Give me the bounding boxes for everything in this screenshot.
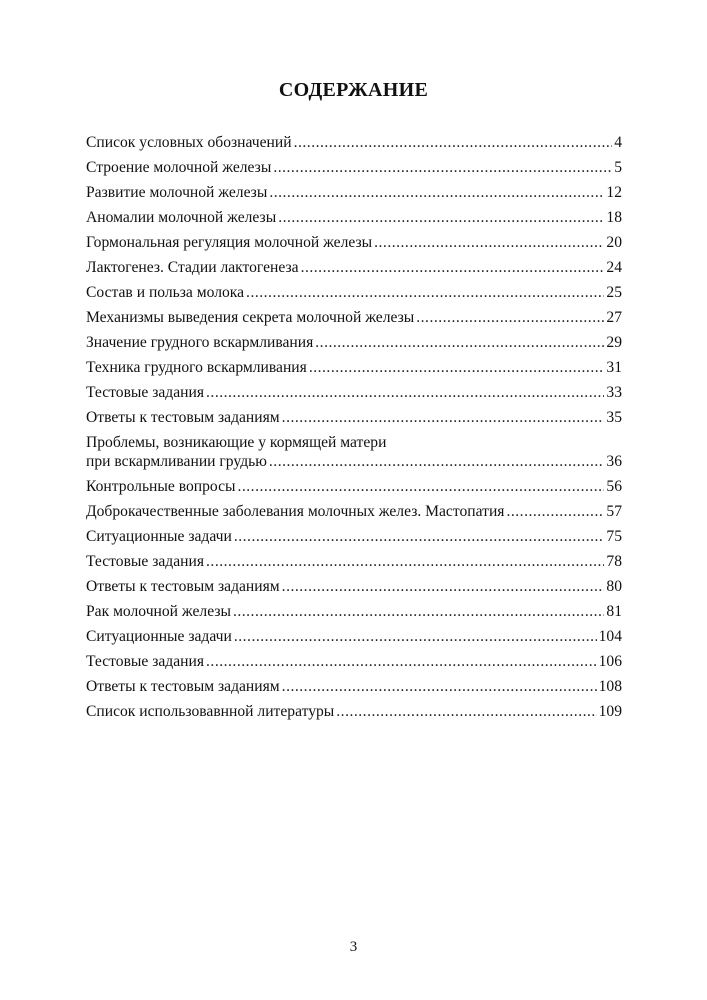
toc-entry-title: Проблемы, возникающие у кормящей матери [86, 434, 387, 451]
toc-entry[interactable] [86, 571, 622, 596]
toc-entry-title: Ситуационные задачи [86, 628, 232, 645]
toc-entry-title: Значение грудного вскармливания [86, 334, 314, 351]
toc-entry[interactable] [86, 327, 622, 352]
toc-entry[interactable] [86, 377, 622, 402]
toc-dot-leader [233, 603, 604, 621]
toc-entry-title: Механизмы выведения секрета молочной железы [86, 309, 415, 326]
toc-entry-page: 104 [598, 628, 622, 645]
toc-entry[interactable] [86, 471, 622, 496]
toc-dot-leader [234, 628, 597, 646]
toc-entry[interactable] [86, 646, 622, 671]
toc-entry-page: 31 [606, 359, 622, 376]
toc-entry-title: Строение молочной железы [86, 159, 272, 176]
toc-entry-title: Развитие молочной железы [86, 184, 268, 201]
toc-entry-title: Рак молочной железы [86, 603, 231, 620]
toc-entry-title: Контрольные вопросы [86, 478, 236, 495]
toc-dot-leader [282, 409, 605, 427]
page-title: СОДЕРЖАНИЕ [278, 79, 429, 101]
toc-dot-leader [269, 453, 605, 471]
toc-entry-page: 29 [606, 334, 622, 351]
toc-dot-leader [315, 334, 604, 352]
toc-entry-title: Ситуационные задачи [86, 528, 232, 545]
toc-entry[interactable] [86, 127, 622, 152]
toc-entry[interactable] [86, 596, 622, 621]
toc-entry-page: 4 [614, 134, 622, 151]
toc-entry[interactable] [86, 402, 622, 427]
toc-entry-title: Список условных обозначений [86, 134, 292, 151]
toc-entry-page: 57 [606, 503, 622, 520]
toc-dot-leader [278, 209, 604, 227]
toc-entry-title: Тестовые задания [86, 384, 205, 401]
toc-entry-page: 25 [606, 284, 622, 301]
toc-entry[interactable] [86, 177, 622, 202]
toc-entry-continuation [86, 453, 622, 471]
toc-dot-leader [206, 653, 597, 671]
toc-entry[interactable] [86, 696, 622, 721]
toc-entry[interactable] [86, 671, 622, 696]
toc-entry-page: 75 [606, 528, 622, 545]
toc-entry-title: Ответы к тестовым заданиям [86, 578, 280, 595]
page-number: 3 [349, 939, 358, 955]
toc-entry-title: Лактогенез. Стадии лактогенеза [86, 259, 299, 276]
toc-dot-leader [282, 678, 597, 696]
toc-entry[interactable] [86, 521, 622, 546]
toc-entry-title-line2: при вскармливании грудью [86, 453, 267, 470]
toc-entry-page: 81 [606, 603, 622, 620]
toc-entry-page: 5 [614, 159, 622, 176]
toc-entry-page: 33 [606, 384, 622, 401]
toc-entry[interactable] [86, 252, 622, 277]
toc-dot-leader [309, 359, 605, 377]
toc-dot-leader [506, 503, 604, 521]
toc-dot-leader [234, 528, 605, 546]
toc-dot-leader [269, 184, 604, 202]
toc-dot-leader [246, 284, 604, 302]
toc-dot-leader [301, 259, 605, 277]
toc-entry[interactable] [86, 546, 622, 571]
toc-entry[interactable] [86, 277, 622, 302]
toc-entry[interactable] [86, 352, 622, 377]
toc-dot-leader [374, 234, 604, 252]
toc-entry-title: Ответы к тестовым заданиям [86, 678, 280, 695]
toc-entry-title: Состав и польза молока [86, 284, 245, 301]
toc-entry-page: 12 [606, 184, 622, 201]
toc-dot-leader [237, 478, 604, 496]
toc-entry-title: Аномалии молочной железы [86, 209, 277, 226]
toc-entry[interactable] [86, 227, 622, 252]
toc-entry[interactable] [86, 202, 622, 227]
toc-entry-title: Тестовые задания [86, 553, 205, 570]
toc-dot-leader [206, 384, 604, 402]
toc-entry[interactable] [86, 427, 622, 471]
toc-entry[interactable] [86, 152, 622, 177]
toc-entry-page: 24 [606, 259, 622, 276]
toc-entry-page: 27 [606, 309, 622, 326]
toc-entry-page: 36 [606, 453, 622, 470]
toc-entry[interactable] [86, 302, 622, 327]
toc-entry[interactable] [86, 496, 622, 521]
toc-entry-title: Ответы к тестовым заданиям [86, 409, 280, 426]
toc-dot-leader [273, 159, 612, 177]
toc-dot-leader [294, 134, 613, 152]
toc-entry-page: 56 [606, 478, 622, 495]
toc-entry-page: 106 [598, 653, 622, 670]
toc-entry-page: 109 [598, 703, 622, 720]
toc-entry-page: 108 [598, 678, 622, 695]
toc-entry[interactable] [86, 621, 622, 646]
toc-dot-leader [282, 578, 605, 596]
toc-entry-page: 80 [606, 578, 622, 595]
toc-entry-page: 18 [606, 209, 622, 226]
toc-entry-title: Гормональная регуляция молочной железы [86, 234, 373, 251]
toc-entry-title: Техника грудного вскармливания [86, 359, 307, 376]
table-of-contents [86, 127, 622, 721]
toc-entry-page: 20 [606, 234, 622, 251]
toc-entry-title: Список использовавнной литературы [86, 703, 335, 720]
toc-dot-leader [416, 309, 604, 327]
toc-entry-page: 78 [606, 553, 622, 570]
toc-dot-leader [336, 703, 596, 721]
toc-entry-page: 35 [606, 409, 622, 426]
toc-entry-title: Тестовые задания [86, 653, 205, 670]
toc-entry-title: Доброкачественные заболевания молочных желез. Мастопатия [86, 503, 505, 520]
toc-dot-leader [206, 553, 604, 571]
